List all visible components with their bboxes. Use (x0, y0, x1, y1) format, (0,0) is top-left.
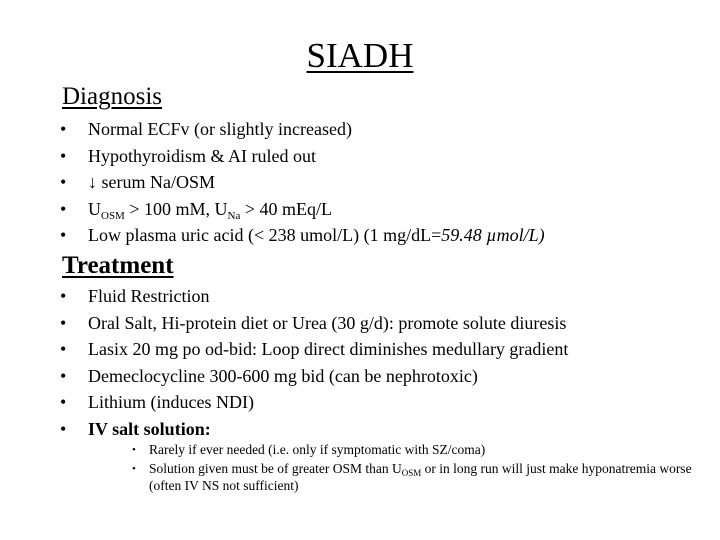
list-item-italic-text: 59.48 µmol/L) (441, 225, 545, 245)
iv-salt-sublist (132, 442, 692, 497)
diagnosis-list (60, 116, 545, 249)
bullet-icon: • (60, 312, 67, 333)
list-item (60, 389, 568, 416)
una-subscript: Na (227, 209, 241, 222)
list-item (60, 283, 568, 310)
sub-list-item-text: Solution given must be of greater OSM than U (149, 461, 402, 476)
una-value: > 40 mEq/L (240, 198, 332, 219)
bullet-icon: • (60, 418, 67, 439)
treatment-list (60, 283, 568, 442)
list-item (60, 196, 545, 223)
list-item (60, 143, 545, 170)
bullet-icon: • (60, 365, 67, 386)
list-item-text: Normal ECFv (or slightly increased) (88, 119, 352, 139)
list-item-text: Low plasma uric acid (< 238 umol/L) (1 mg/dL= (88, 225, 442, 245)
list-item-text: Fluid Restriction (88, 286, 210, 306)
bullet-icon: • (60, 198, 67, 219)
uosm-subscript: OSM (101, 209, 125, 222)
sub-list-item (132, 461, 692, 494)
list-item (60, 169, 545, 196)
bullet-icon: • (60, 392, 67, 412)
diagnosis-heading: Diagnosis (62, 83, 162, 110)
sub-list-item (132, 442, 692, 458)
list-item-text: Lithium (induces NDI) (88, 392, 254, 412)
bullet-icon: • (60, 286, 67, 306)
list-item (60, 222, 545, 249)
list-item (60, 310, 568, 337)
list-item-text: Lasix 20 mg po od-bid: Loop direct diminishes medullary gradient (88, 339, 569, 359)
sub-list-item-text: Rarely if ever needed (i.e. only if symptomatic with SZ/coma) (149, 442, 486, 457)
uosm-label: U (88, 198, 101, 219)
slide-title-text: SIADH (306, 36, 414, 75)
slide-title (0, 36, 720, 76)
uosm-value: > 100 mM, U (124, 198, 228, 219)
list-item (60, 416, 568, 443)
bullet-icon: • (60, 339, 67, 359)
list-item-text: ↓ serum Na/OSM (88, 172, 215, 192)
list-item (60, 116, 545, 143)
bullet-icon: • (60, 172, 67, 192)
list-item (60, 336, 568, 363)
list-item-text: Demeclocycline 300-600 mg bid (can be nephrotoxic) (88, 365, 478, 386)
list-item-text: Oral Salt, Hi-protein diet or Urea (30 g/d): promote solute diuresis (88, 312, 567, 333)
list-item-text: IV salt solution: (88, 418, 211, 439)
bullet-icon: • (132, 463, 136, 475)
bullet-icon: • (132, 444, 136, 456)
bullet-icon: • (60, 145, 67, 166)
sub-list-item-text: or in long run will just make hyponatremia worse (often IV NS not sufficient) (149, 461, 692, 493)
list-item-text: Hypothyroidism & AI ruled out (88, 145, 316, 166)
list-item (60, 363, 568, 390)
uosm-subscript: OSM (401, 468, 422, 478)
bullet-icon: • (60, 119, 67, 139)
treatment-heading: Treatment (62, 252, 174, 279)
bullet-icon: • (60, 225, 67, 245)
